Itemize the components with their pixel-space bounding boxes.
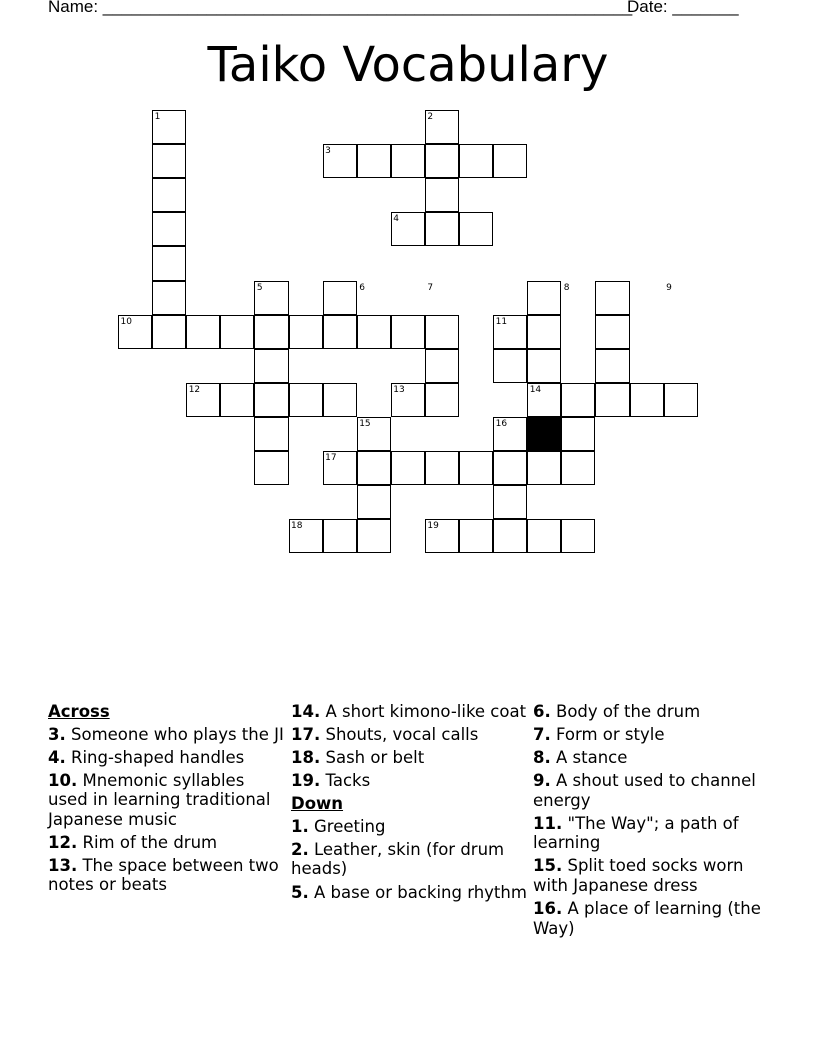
clue-number-label: 1 [154, 112, 161, 122]
crossword-cell[interactable] [254, 417, 288, 451]
clue-item [291, 817, 527, 837]
clue-number: 6. [533, 702, 551, 721]
crossword-cell[interactable] [186, 315, 220, 349]
clue-number: 13. [48, 855, 78, 875]
crossword-cell[interactable] [595, 281, 629, 315]
crossword-cell[interactable] [323, 519, 357, 553]
name-field-label: Name: ________________________________________________________ [48, 0, 633, 16]
crossword-cell[interactable] [357, 519, 391, 553]
crossword-cell[interactable] [425, 212, 459, 246]
clue-number-label: 11 [495, 316, 508, 327]
crossword-cell[interactable] [459, 212, 493, 246]
clue-text: Mnemonic syllables used in learning traditional Japanese music [48, 770, 276, 829]
crossword-cell[interactable] [425, 349, 459, 383]
crossword-cell[interactable] [527, 281, 561, 315]
crossword-cell[interactable] [595, 383, 629, 417]
clue-number: 4. [48, 747, 66, 767]
clue-text: A shout used to channel energy [533, 771, 762, 810]
clue-number: 19. [291, 771, 321, 791]
crossword-cell[interactable] [152, 178, 186, 212]
clue-number: 2. [291, 839, 309, 859]
clue-text: Sash or belt [320, 748, 425, 768]
clue-item [533, 856, 769, 895]
crossword-cell[interactable] [391, 144, 425, 178]
clue-item [291, 702, 527, 722]
crossword-cell[interactable] [357, 144, 391, 178]
clue-number-label: 7 [427, 282, 434, 293]
crossword-cell[interactable] [527, 349, 561, 383]
crossword-cell[interactable] [220, 315, 254, 349]
crossword-cell[interactable] [459, 451, 493, 485]
crossword-cell[interactable] [527, 519, 561, 553]
crossword-cell[interactable] [493, 349, 527, 383]
clue-text: "The Way"; a path of learning [533, 813, 744, 853]
clue-item [533, 814, 769, 853]
crossword-cell[interactable] [493, 519, 527, 553]
clue-item [291, 748, 527, 768]
clue-number: 8. [533, 748, 551, 768]
crossword-cell[interactable] [527, 315, 561, 349]
clue-number-label: 8 [563, 282, 570, 293]
clue-number: 18. [291, 748, 321, 768]
clue-number: 7. [533, 725, 551, 745]
crossword-cell[interactable] [289, 383, 323, 417]
crossword-cell[interactable] [254, 451, 288, 485]
crossword-cell[interactable] [152, 144, 186, 178]
clue-number-label: 15 [359, 418, 371, 429]
crossword-black-cell [527, 417, 561, 451]
clue-text: A stance [550, 748, 628, 768]
clue-item [533, 702, 769, 722]
crossword-cell[interactable] [493, 144, 527, 178]
clue-item [533, 748, 769, 768]
crossword-cell[interactable] [391, 451, 425, 485]
clue-number-label: 9 [666, 282, 672, 293]
clue-number: 16. [533, 899, 563, 919]
clue-text: Greeting [308, 816, 386, 836]
clue-text: Tacks [320, 771, 371, 791]
clue-number: 3. [48, 724, 66, 744]
clue-number-label: 17 [325, 453, 337, 463]
down-heading: Down [291, 794, 344, 814]
clue-number-label: 10 [120, 316, 132, 327]
clue-number: 17. [291, 725, 321, 745]
clue-number-label: 12 [188, 384, 201, 395]
crossword-cell[interactable] [391, 315, 425, 349]
crossword-cell[interactable] [323, 315, 357, 349]
crossword-cell[interactable] [493, 485, 527, 519]
clue-text: Rim of the drum [77, 832, 218, 852]
crossword-cell[interactable] [425, 315, 459, 349]
clue-text: Someone who plays the JI [65, 724, 284, 744]
page-title: Taiko Vocabulary [207, 37, 609, 93]
crossword-cell[interactable] [595, 349, 629, 383]
crossword-cell[interactable] [561, 519, 595, 553]
clue-number: 1. [291, 816, 309, 836]
clue-number: 11. [533, 813, 563, 833]
clue-number-label: 18 [291, 521, 303, 532]
clue-item [291, 883, 527, 903]
clue-text: Ring-shaped handles [65, 747, 245, 767]
crossword-cell[interactable] [493, 451, 527, 485]
crossword-cell[interactable] [425, 383, 459, 417]
clues-column-1 [48, 702, 284, 898]
crossword-cell[interactable] [459, 519, 493, 553]
crossword-cell[interactable] [152, 212, 186, 246]
clues-column-3 [533, 702, 769, 942]
clue-text: Form or style [550, 725, 665, 745]
crossword-cell[interactable] [561, 383, 595, 417]
clue-text: A short kimono-like coat [320, 702, 527, 721]
clue-number-label: 14 [529, 384, 542, 395]
crossword-cell[interactable] [254, 349, 288, 383]
crossword-cell[interactable] [289, 315, 323, 349]
clue-number-label: 2 [427, 112, 434, 122]
clue-item [48, 856, 284, 895]
clue-number: 5. [291, 882, 309, 902]
clue-item [291, 725, 527, 745]
clue-number-label: 6 [359, 282, 365, 293]
clue-item [48, 833, 284, 853]
clue-text: Shouts, vocal calls [320, 725, 479, 745]
crossword-cell[interactable] [595, 315, 629, 349]
clue-text: Body of the drum [550, 702, 701, 721]
clues-column-2 [291, 702, 527, 906]
clue-item [291, 840, 527, 879]
clue-text: The space between two notes or beats [48, 855, 284, 895]
crossword-cell[interactable] [220, 383, 254, 417]
crossword-cell[interactable] [254, 315, 288, 349]
clue-item [48, 725, 284, 745]
crossword-cell[interactable] [527, 451, 561, 485]
clue-number-label: 13 [393, 384, 405, 395]
date-field-label: Date: _______ [627, 0, 739, 16]
clue-number-label: 16 [495, 418, 508, 429]
clue-number: 9. [533, 771, 551, 791]
crossword-cell[interactable] [357, 315, 391, 349]
crossword-cell[interactable] [357, 485, 391, 519]
crossword-cell[interactable] [425, 144, 459, 178]
clue-number: 10. [48, 770, 78, 790]
clue-text: A base or backing rhythm [308, 882, 527, 902]
crossword-cell[interactable] [561, 451, 595, 485]
crossword-cell[interactable] [425, 451, 459, 485]
clue-number-label: 3 [325, 146, 331, 157]
clue-text: Split toed socks worn with Japanese dress [533, 856, 749, 895]
clue-text: A place of learning (the Way) [533, 899, 767, 938]
clue-text: Leather, skin (for drum heads) [291, 839, 510, 879]
clue-number-label: 5 [256, 282, 263, 293]
clue-item [291, 771, 527, 791]
crossword-cell[interactable] [323, 383, 357, 417]
clue-item [533, 725, 769, 745]
clue-item [48, 771, 284, 830]
across-heading: Across [48, 702, 110, 721]
crossword-cell[interactable] [357, 451, 391, 485]
crossword-cell[interactable] [152, 281, 186, 315]
clue-number: 14. [291, 702, 321, 721]
clue-number: 12. [48, 832, 78, 852]
clue-number-label: 4 [393, 214, 400, 225]
crossword-cell[interactable] [630, 383, 664, 417]
crossword-cell[interactable] [152, 246, 186, 280]
crossword-cell[interactable] [425, 178, 459, 212]
crossword-cell[interactable] [664, 383, 698, 417]
clue-item [533, 899, 769, 938]
clue-number: 15. [533, 856, 563, 876]
crossword-cell[interactable] [323, 281, 357, 315]
crossword-cell[interactable] [152, 315, 186, 349]
crossword-cell[interactable] [561, 417, 595, 451]
crossword-cell[interactable] [254, 383, 288, 417]
clue-number-label: 19 [427, 521, 439, 532]
clue-item [48, 748, 284, 768]
clue-item [533, 771, 769, 810]
crossword-cell[interactable] [459, 144, 493, 178]
